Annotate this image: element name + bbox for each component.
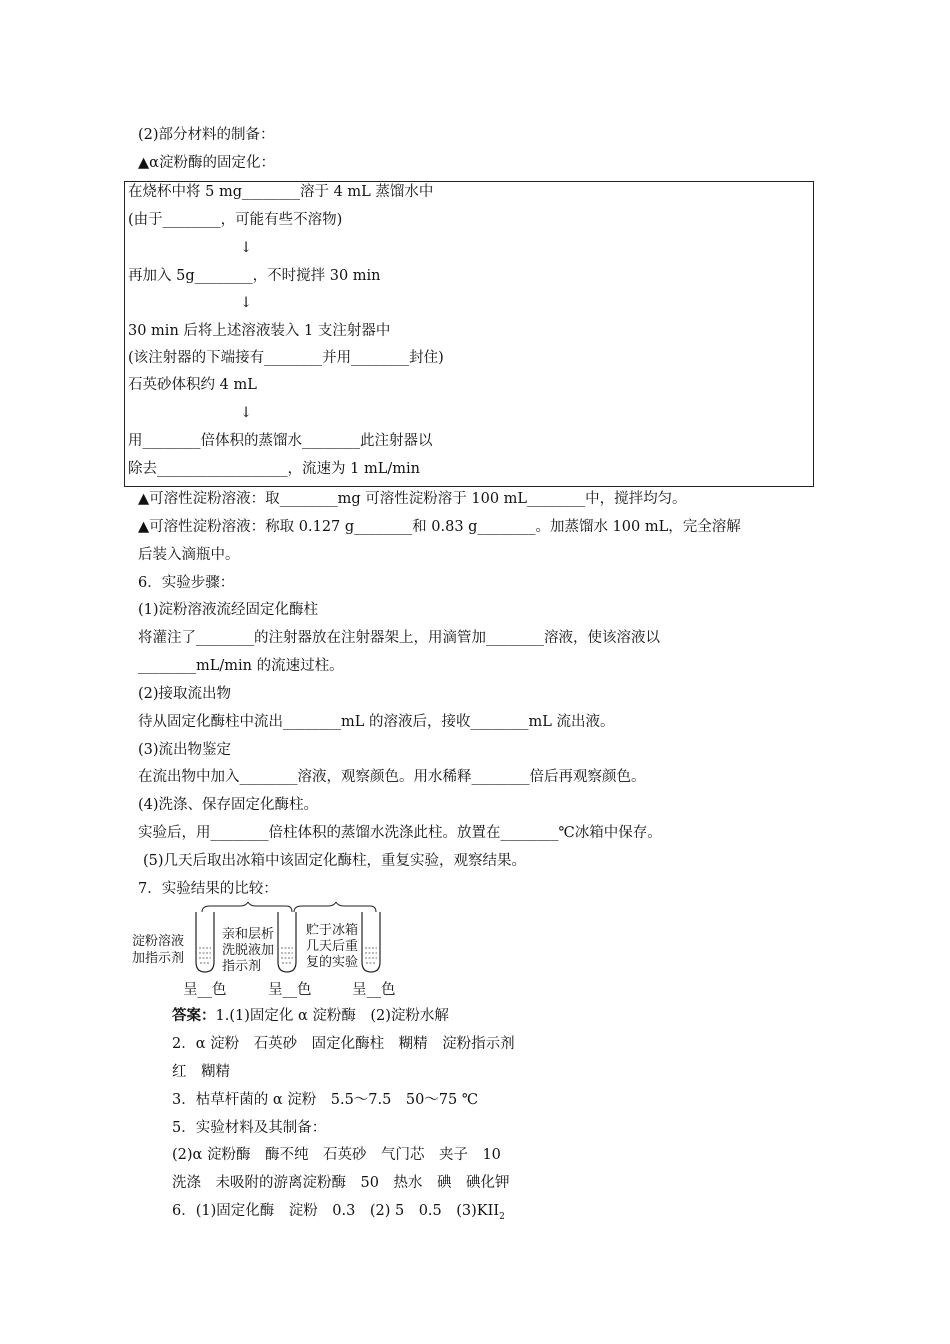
step-text: 待从固定化酶柱中流出________mL 的溶液后，接收________mL 流出液。	[138, 714, 615, 730]
starch-solution-line: ▲可溶性淀粉溶液：取________mg 可溶性淀粉溶于 100 mL________中，搅拌均匀。	[138, 491, 687, 507]
step-text: 实验后，用________倍柱体积的蒸馏水洗涤此柱。放置在________℃冰箱中保存。	[138, 825, 662, 841]
box-line: 用________倍体积的蒸馏水________此注射器以	[128, 433, 433, 449]
result-label-1: 呈__色	[183, 982, 227, 998]
label-right-1: 贮于冰箱	[306, 923, 359, 938]
step-heading: (5)几天后取出冰箱中该固定化酶柱，重复实验，观察结果。	[143, 853, 527, 869]
label-mid-1: 亲和层析	[222, 927, 275, 942]
label-right-3: 复的实验	[306, 955, 359, 970]
box-line: 30 min 后将上述溶液装入 1 支注射器中	[128, 323, 391, 339]
answer-line: 3．枯草杆菌的 α 淀粉 5.5～7.5 50～75 ℃	[172, 1092, 479, 1108]
step-text: ________mL/min 的流速过柱。	[138, 658, 344, 674]
box-line: (该注射器的下端接有________并用________封住)	[128, 350, 444, 366]
answer-line: 2．α 淀粉 石英砂 固定化酶柱 糊精 淀粉指示剂	[172, 1036, 515, 1052]
box-line: 再加入 5g________，不时搅拌 30 min	[128, 268, 381, 284]
answer-line: 红 糊精	[172, 1064, 230, 1080]
step-heading: (1)淀粉溶液流经固定化酶柱	[138, 602, 319, 618]
section-heading: 6．实验步骤：	[138, 575, 235, 591]
liquid-1	[199, 948, 211, 963]
step-heading: (4)洗涤、保存固定化酶柱。	[138, 797, 319, 813]
answer-text: 6．(1)固定化酶 淀粉 0.3 (2) 5 0.5 (3)KII	[172, 1203, 500, 1219]
step-text: 将灌注了________的注射器放在注射器架上，用滴管加________溶液，使该溶液以	[138, 630, 660, 646]
box-line: 石英砂体积约 4 mL	[128, 377, 257, 393]
result-label-3: 呈__色	[352, 982, 396, 998]
subscript: 2	[499, 1211, 505, 1222]
label-right-2: 几天后重	[306, 939, 359, 954]
section-heading: (2)部分材料的制备：	[138, 127, 275, 143]
label-mid-2: 洗脱液加	[222, 943, 275, 958]
answer-line	[172, 1007, 449, 1025]
indicator-solution-line: 后装入滴瓶中。	[138, 547, 240, 563]
answer-line: (2)α 淀粉酶 酶不纯 石英砂 气门芯 夹子 10	[172, 1147, 501, 1163]
box-line: 除去__________________，流速为 1 mL/min	[128, 461, 420, 477]
answer-line: 洗涤 未吸附的游离淀粉酶 50 热水 碘 碘化钾	[172, 1175, 510, 1191]
immobilization-title: ▲α淀粉酶的固定化：	[138, 155, 275, 171]
indicator-solution-line: ▲可溶性淀粉溶液：称取 0.127 g________和 0.83 g________。加蒸馏水 100 mL，完全溶解	[138, 519, 741, 535]
box-line: 在烧杯中将 5 mg________溶于 4 mL 蒸馏水中	[128, 184, 434, 200]
answer-text: 1.(1)固定化 α 淀粉酶 (2)淀粉水解	[215, 1008, 449, 1024]
brace-left	[202, 902, 292, 912]
label-left-1: 淀粉溶液	[132, 934, 185, 949]
section-heading: 7．实验结果的比较：	[138, 881, 278, 897]
answer-line: 5．实验材料及其制备：	[172, 1120, 327, 1136]
step-heading: (3)流出物鉴定	[138, 742, 232, 758]
arrow-down-icon: ↓	[240, 295, 253, 311]
liquid-3	[365, 948, 377, 963]
step-heading: (2)接取流出物	[138, 686, 232, 702]
label-mid-3: 指示剂	[222, 959, 262, 974]
step-text: 在流出物中加入________溶液，观察颜色。用水稀释________倍后再观察颜色。	[138, 769, 646, 785]
box-line: (由于________，可能有些不溶物)	[128, 212, 343, 228]
arrow-down-icon: ↓	[240, 240, 253, 256]
arrow-down-icon: ↓	[240, 405, 253, 421]
result-label-2: 呈__色	[268, 982, 312, 998]
answer-label: 答案：	[172, 1007, 216, 1024]
answer-line	[172, 1202, 505, 1226]
liquid-2	[281, 948, 293, 963]
brace-right	[294, 902, 376, 912]
label-left-2: 加指示剂	[132, 951, 185, 966]
